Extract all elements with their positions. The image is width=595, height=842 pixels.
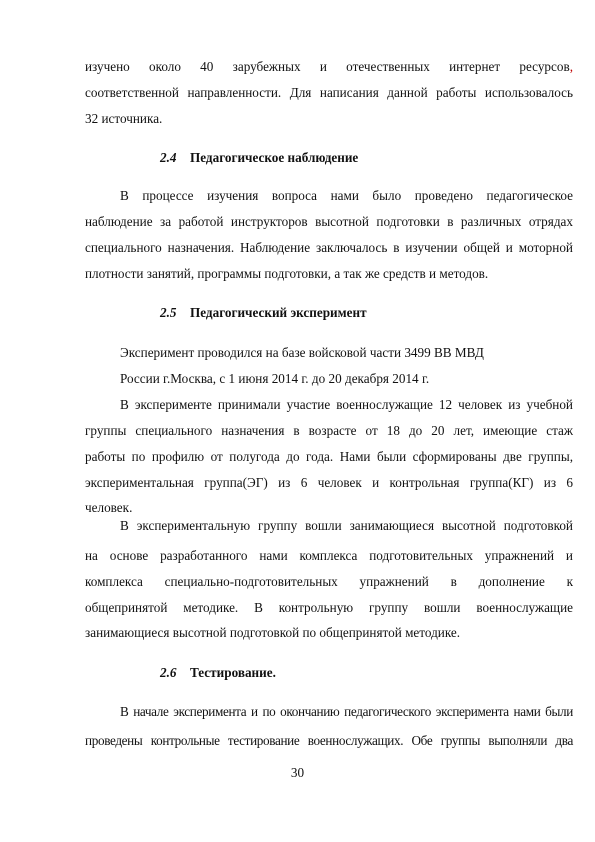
text-line: Эксперимент проводился на базе войсковой части 3499 ВВ МВД bbox=[120, 345, 484, 360]
text-line: наблюдение за работой инструкторов высотной подготовки в различных отрядах bbox=[85, 214, 573, 229]
text-line: В начале эксперимента и по окончанию педагогического эксперимента нами были bbox=[120, 704, 573, 719]
text-line: общепринятой методике. В контрольную группу вошли военнослужащие bbox=[85, 600, 573, 615]
text-line: экспериментальная группа(ЭГ) из 6 человек и контрольная группа(КГ) из 6 bbox=[85, 475, 573, 490]
text-line: проведены контрольные тестирование военнослужащих. Обе группы выполняли два bbox=[85, 733, 573, 748]
text-line: на основе разработанного нами комплекса подготовительных упражнений и bbox=[85, 548, 573, 563]
section-heading-2-6: 2.6 Тестирование. bbox=[160, 665, 276, 680]
page-number: 30 bbox=[290, 765, 305, 780]
text-line: соответственной направленности. Для написания данной работы использовалось bbox=[85, 85, 573, 100]
text-line: 32 источника. bbox=[85, 111, 163, 126]
section-heading-2-4: 2.4 Педагогическое наблюдение bbox=[160, 150, 359, 165]
text-line: специального назначения. Наблюдение заключалось в изучении общей и моторной bbox=[85, 240, 573, 255]
text-line: России г.Москва, с 1 июня 2014 г. до 20 декабря 2014 г. bbox=[120, 371, 430, 386]
text-line: занимающиеся высотной подготовкой по общепринятой методике. bbox=[85, 625, 461, 640]
text-line: человек. bbox=[85, 500, 133, 515]
text-line: В экспериментальную группу вошли занимающиеся высотной подготовкой bbox=[120, 518, 573, 533]
text-line: В эксперименте принимали участие военнослужащие 12 человек из учебной bbox=[120, 397, 573, 412]
text-line: плотности занятий, программы подготовки, а так же средств и методов. bbox=[85, 266, 489, 281]
text-line: В процессе изучения вопроса нами было проведено педагогическое bbox=[120, 188, 573, 203]
text-line: работы по профилю от полугода до года. Нами были сформированы две группы, bbox=[85, 449, 573, 464]
text-line: изучено около 40 зарубежных и отечественных интернет ресурсов, bbox=[85, 59, 573, 74]
text-line: группы специального назначения в возрасте от 18 до 20 лет, имеющие стаж bbox=[85, 423, 573, 438]
section-heading-2-5: 2.5 Педагогический эксперимент bbox=[160, 305, 367, 320]
text-line: комплекса специально-подготовительных упражнений в дополнение к bbox=[85, 574, 573, 589]
highlighted-comma: , bbox=[569, 59, 573, 74]
